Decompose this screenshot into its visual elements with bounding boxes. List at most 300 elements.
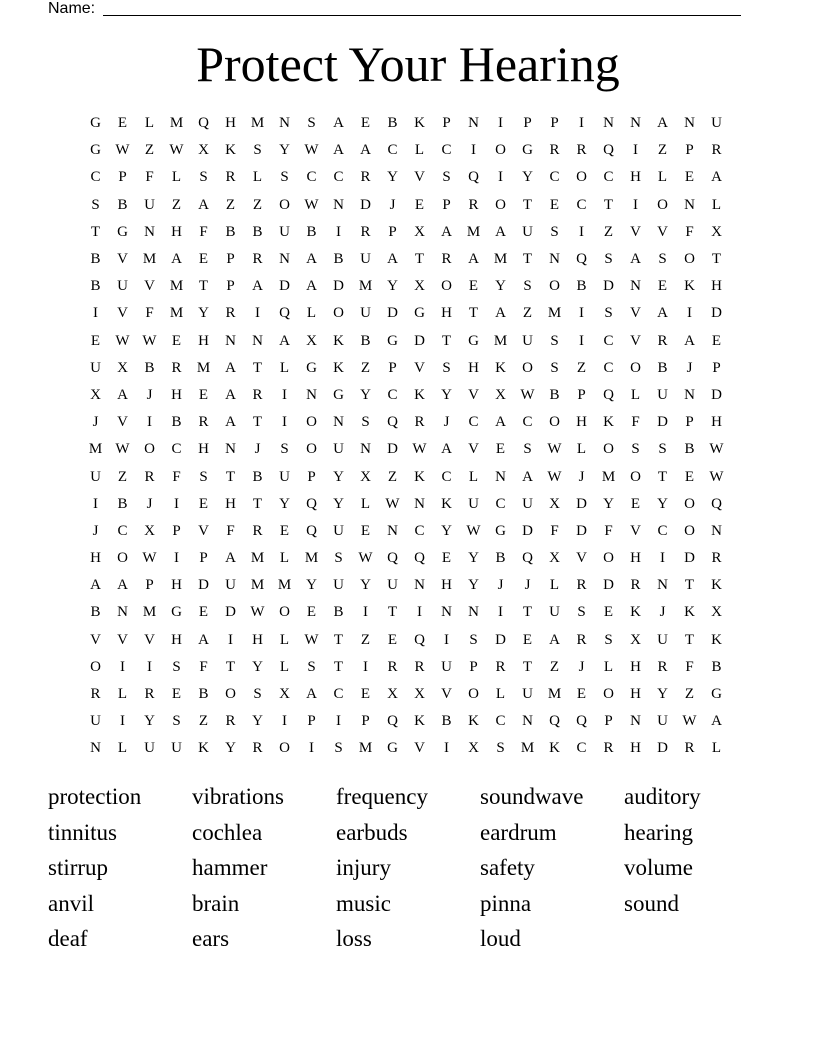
grid-letter[interactable]: K [630,604,641,621]
grid-letter[interactable]: R [144,468,155,485]
grid-letter[interactable]: N [495,468,506,485]
grid-letter[interactable]: Y [387,169,398,186]
grid-letter[interactable]: N [117,604,128,621]
grid-letter[interactable]: F [604,522,613,539]
grid-letter[interactable]: R [360,169,371,186]
grid-letter[interactable]: N [306,386,317,403]
grid-letter[interactable]: J [659,604,666,621]
grid-letter[interactable]: L [117,740,128,757]
grid-letter[interactable]: R [252,386,263,403]
grid-letter[interactable]: K [684,604,695,621]
grid-letter[interactable]: X [387,686,398,703]
grid-letter[interactable]: S [658,251,667,268]
grid-letter[interactable]: Z [171,196,182,213]
grid-letter[interactable]: W [385,495,400,512]
grid-letter[interactable]: H [630,169,641,186]
grid-letter[interactable]: K [711,631,722,648]
grid-letter[interactable]: N [333,196,344,213]
grid-letter[interactable]: C [387,142,398,159]
grid-letter[interactable]: S [199,169,208,186]
grid-letter[interactable]: U [333,577,344,594]
grid-letter[interactable]: D [414,332,425,349]
grid-letter[interactable]: R [414,658,425,675]
grid-letter[interactable]: B [684,441,695,458]
grid-letter[interactable]: S [91,196,100,213]
grid-letter[interactable]: B [333,251,344,268]
grid-letter[interactable]: Y [279,142,290,159]
grid-letter[interactable]: J [497,577,504,594]
grid-letter[interactable]: F [685,658,694,675]
grid-letter[interactable]: R [495,658,506,675]
grid-letter[interactable]: W [358,550,373,567]
grid-letter[interactable]: X [306,332,317,349]
grid-letter[interactable]: O [117,550,128,567]
grid-letter[interactable]: H [225,115,236,132]
grid-letter[interactable]: L [252,169,263,186]
grid-letter[interactable]: I [687,305,692,322]
grid-letter[interactable]: I [417,604,422,621]
grid-letter[interactable]: P [469,658,478,675]
grid-letter[interactable]: Y [441,386,452,403]
grid-letter[interactable]: C [603,359,614,376]
grid-letter[interactable]: W [304,142,319,159]
grid-letter[interactable]: Y [441,522,452,539]
grid-letter[interactable]: A [360,142,371,159]
grid-letter[interactable]: D [198,577,209,594]
grid-letter[interactable]: P [226,278,235,295]
grid-letter[interactable]: S [253,142,262,159]
grid-letter[interactable]: W [520,386,535,403]
grid-letter[interactable]: N [630,713,641,730]
grid-letter[interactable]: U [387,577,398,594]
grid-letter[interactable]: I [633,196,638,213]
grid-letter[interactable]: H [171,631,182,648]
grid-letter[interactable]: O [441,278,452,295]
grid-letter[interactable]: I [498,115,503,132]
grid-letter[interactable]: E [198,495,209,512]
grid-letter[interactable]: H [171,386,182,403]
grid-letter[interactable]: E [414,196,425,213]
grid-letter[interactable]: W [682,713,697,730]
grid-letter[interactable]: T [522,196,533,213]
grid-letter[interactable]: R [441,251,452,268]
grid-letter[interactable]: X [414,223,425,240]
grid-letter[interactable]: Y [603,495,614,512]
grid-letter[interactable]: T [252,495,263,512]
grid-letter[interactable]: F [685,223,694,240]
grid-letter[interactable]: Y [522,169,533,186]
grid-letter[interactable]: N [711,522,722,539]
grid-letter[interactable]: D [387,305,398,322]
grid-letter[interactable]: E [279,522,290,539]
grid-letter[interactable]: W [466,522,481,539]
grid-letter[interactable]: E [360,686,371,703]
grid-letter[interactable]: M [493,251,508,268]
grid-letter[interactable]: K [603,414,614,431]
grid-letter[interactable]: J [578,468,585,485]
grid-letter[interactable]: U [549,604,560,621]
grid-letter[interactable]: G [387,332,398,349]
grid-letter[interactable]: T [333,658,344,675]
grid-letter[interactable]: G [495,522,506,539]
grid-letter[interactable]: V [144,631,155,648]
grid-letter[interactable]: P [604,713,613,730]
grid-letter[interactable]: S [442,169,451,186]
grid-letter[interactable]: E [198,604,209,621]
grid-letter[interactable]: I [282,386,287,403]
grid-letter[interactable]: N [252,332,263,349]
grid-letter[interactable]: G [711,686,722,703]
grid-letter[interactable]: N [630,278,641,295]
grid-letter[interactable]: I [471,142,476,159]
grid-letter[interactable]: W [547,441,562,458]
grid-letter[interactable]: O [306,441,317,458]
grid-letter[interactable]: N [468,115,479,132]
grid-letter[interactable]: A [225,359,236,376]
grid-letter[interactable]: R [549,142,560,159]
grid-letter[interactable]: Z [117,468,128,485]
grid-letter[interactable]: E [387,631,398,648]
grid-letter[interactable]: S [199,468,208,485]
grid-letter[interactable]: W [709,441,724,458]
grid-letter[interactable]: S [523,278,532,295]
grid-letter[interactable]: I [363,604,368,621]
grid-letter[interactable]: L [117,686,128,703]
grid-letter[interactable]: O [576,169,587,186]
grid-letter[interactable]: D [684,550,695,567]
grid-letter[interactable]: I [579,332,584,349]
grid-letter[interactable]: P [685,414,694,431]
grid-letter[interactable]: M [196,359,211,376]
grid-letter[interactable]: I [579,305,584,322]
grid-letter[interactable]: T [333,631,344,648]
grid-letter[interactable]: M [277,577,292,594]
grid-letter[interactable]: A [522,468,533,485]
grid-letter[interactable]: U [117,278,128,295]
grid-letter[interactable]: A [252,278,263,295]
grid-letter[interactable]: Y [468,550,479,567]
grid-letter[interactable]: Z [684,686,695,703]
grid-letter[interactable]: O [684,495,695,512]
grid-letter[interactable]: E [90,332,101,349]
grid-letter[interactable]: G [387,740,398,757]
grid-letter[interactable]: S [307,658,316,675]
grid-letter[interactable]: P [523,115,532,132]
grid-letter[interactable]: C [603,169,614,186]
grid-letter[interactable]: Q [711,495,722,512]
grid-letter[interactable]: Y [333,468,344,485]
grid-letter[interactable]: A [495,305,506,322]
grid-letter[interactable]: Q [198,115,209,132]
grid-letter[interactable]: O [630,468,641,485]
grid-letter[interactable]: L [279,359,290,376]
grid-letter[interactable]: K [684,278,695,295]
grid-letter[interactable]: D [576,495,587,512]
grid-letter[interactable]: Q [306,522,317,539]
grid-letter[interactable]: I [498,169,503,186]
grid-letter[interactable]: B [711,658,722,675]
grid-letter[interactable]: U [333,441,344,458]
grid-letter[interactable]: Q [279,305,290,322]
grid-letter[interactable]: I [498,604,503,621]
grid-letter[interactable]: H [441,305,452,322]
grid-letter[interactable]: K [333,359,344,376]
grid-letter[interactable]: R [387,658,398,675]
grid-letter[interactable]: J [389,196,396,213]
grid-letter[interactable]: W [250,604,265,621]
grid-letter[interactable]: Y [144,713,155,730]
grid-letter[interactable]: R [90,686,101,703]
grid-letter[interactable]: M [601,468,616,485]
grid-letter[interactable]: K [414,386,425,403]
grid-letter[interactable]: I [309,740,314,757]
grid-letter[interactable]: Y [468,577,479,594]
grid-letter[interactable]: T [468,305,479,322]
grid-letter[interactable]: B [333,604,344,621]
grid-letter[interactable]: R [171,359,182,376]
grid-letter[interactable]: S [550,223,559,240]
grid-letter[interactable]: H [576,414,587,431]
grid-letter[interactable]: B [306,223,317,240]
grid-letter[interactable]: H [468,359,479,376]
grid-letter[interactable]: R [225,713,236,730]
grid-letter[interactable]: X [144,522,155,539]
grid-letter[interactable]: P [199,550,208,567]
grid-letter[interactable]: A [198,631,209,648]
grid-letter[interactable]: N [549,251,560,268]
grid-letter[interactable]: N [90,740,101,757]
grid-letter[interactable]: O [603,441,614,458]
grid-letter[interactable]: P [685,142,694,159]
grid-letter[interactable]: U [522,495,533,512]
grid-letter[interactable]: Q [603,386,614,403]
grid-letter[interactable]: F [550,522,559,539]
grid-letter[interactable]: P [145,577,154,594]
grid-letter[interactable]: L [144,115,155,132]
grid-letter[interactable]: Q [522,550,533,567]
grid-letter[interactable]: P [712,359,721,376]
grid-letter[interactable]: A [495,414,506,431]
grid-letter[interactable]: B [117,495,128,512]
grid-letter[interactable]: B [117,196,128,213]
grid-letter[interactable]: F [199,658,208,675]
grid-letter[interactable]: S [442,359,451,376]
grid-letter[interactable]: M [142,604,157,621]
grid-letter[interactable]: U [657,386,668,403]
grid-letter[interactable]: Z [603,223,614,240]
grid-letter[interactable]: D [333,278,344,295]
grid-letter[interactable]: A [657,115,668,132]
grid-letter[interactable]: L [495,686,506,703]
grid-letter[interactable]: U [522,686,533,703]
grid-letter[interactable]: E [198,251,209,268]
grid-letter[interactable]: U [225,577,236,594]
grid-letter[interactable]: B [225,223,236,240]
grid-letter[interactable]: R [225,169,236,186]
grid-letter[interactable]: N [387,522,398,539]
grid-letter[interactable]: P [307,468,316,485]
grid-letter[interactable]: B [387,115,398,132]
grid-letter[interactable]: Z [225,196,236,213]
grid-letter[interactable]: O [603,686,614,703]
grid-letter[interactable]: U [279,223,290,240]
grid-letter[interactable]: U [360,305,371,322]
grid-letter[interactable]: V [441,686,452,703]
grid-letter[interactable]: R [576,142,587,159]
grid-letter[interactable]: T [252,359,263,376]
grid-letter[interactable]: C [549,169,560,186]
grid-letter[interactable]: B [441,713,452,730]
grid-letter[interactable]: Y [360,386,371,403]
grid-letter[interactable]: E [549,196,560,213]
grid-letter[interactable]: G [414,305,425,322]
grid-letter[interactable]: O [279,740,290,757]
grid-letter[interactable]: X [630,631,641,648]
grid-letter[interactable]: I [579,115,584,132]
grid-letter[interactable]: X [414,686,425,703]
grid-letter[interactable]: T [225,468,236,485]
grid-letter[interactable]: R [711,142,722,159]
grid-letter[interactable]: O [279,604,290,621]
grid-letter[interactable]: C [522,414,533,431]
grid-letter[interactable]: D [360,196,371,213]
grid-letter[interactable]: U [522,223,533,240]
grid-letter[interactable]: Z [252,196,263,213]
grid-letter[interactable]: Y [387,278,398,295]
grid-letter[interactable]: B [495,550,506,567]
grid-letter[interactable]: K [495,359,506,376]
grid-letter[interactable]: Z [549,658,560,675]
grid-letter[interactable]: W [142,332,157,349]
grid-letter[interactable]: K [225,142,236,159]
grid-letter[interactable]: Y [279,495,290,512]
grid-letter[interactable]: A [279,332,290,349]
grid-letter[interactable]: T [684,577,695,594]
grid-letter[interactable]: X [549,550,560,567]
grid-letter[interactable]: W [115,332,130,349]
grid-letter[interactable]: Q [387,713,398,730]
grid-letter[interactable]: R [684,740,695,757]
grid-letter[interactable]: S [172,713,181,730]
grid-letter[interactable]: B [90,604,101,621]
grid-letter[interactable]: D [711,305,722,322]
grid-letter[interactable]: R [360,223,371,240]
grid-letter[interactable]: A [441,441,452,458]
grid-letter[interactable]: T [657,468,668,485]
grid-letter[interactable]: Y [333,495,344,512]
grid-letter[interactable]: M [358,740,373,757]
grid-letter[interactable]: S [361,414,370,431]
grid-letter[interactable]: N [279,115,290,132]
grid-letter[interactable]: Q [414,550,425,567]
grid-letter[interactable]: Q [414,631,425,648]
grid-letter[interactable]: K [549,740,560,757]
grid-letter[interactable]: D [387,441,398,458]
grid-letter[interactable]: N [441,604,452,621]
grid-letter[interactable]: W [142,550,157,567]
grid-letter[interactable]: D [279,278,290,295]
grid-letter[interactable]: P [388,223,397,240]
grid-letter[interactable]: I [147,658,152,675]
grid-letter[interactable]: D [711,386,722,403]
grid-letter[interactable]: E [576,686,587,703]
grid-letter[interactable]: V [117,414,128,431]
grid-letter[interactable]: M [547,305,562,322]
grid-letter[interactable]: W [304,196,319,213]
grid-letter[interactable]: G [333,386,344,403]
grid-letter[interactable]: A [441,223,452,240]
grid-letter[interactable]: S [604,251,613,268]
grid-letter[interactable]: J [524,577,531,594]
grid-letter[interactable]: M [169,305,184,322]
grid-letter[interactable]: F [145,305,154,322]
grid-letter[interactable]: E [360,115,371,132]
grid-letter[interactable]: H [630,658,641,675]
grid-letter[interactable]: N [225,441,236,458]
grid-letter[interactable]: L [279,631,290,648]
grid-letter[interactable]: A [333,115,344,132]
grid-letter[interactable]: J [146,386,153,403]
grid-letter[interactable]: N [657,577,668,594]
grid-letter[interactable]: B [90,278,101,295]
grid-letter[interactable]: O [630,359,641,376]
grid-letter[interactable]: A [117,386,128,403]
grid-letter[interactable]: Q [603,142,614,159]
grid-letter[interactable]: A [630,251,641,268]
grid-letter[interactable]: K [333,332,344,349]
grid-letter[interactable]: I [93,495,98,512]
grid-letter[interactable]: H [171,577,182,594]
grid-letter[interactable]: Y [657,686,668,703]
grid-letter[interactable]: P [550,115,559,132]
grid-letter[interactable]: R [630,577,641,594]
grid-letter[interactable]: E [198,386,209,403]
grid-letter[interactable]: A [387,251,398,268]
grid-letter[interactable]: A [711,169,722,186]
grid-letter[interactable]: M [358,278,373,295]
grid-letter[interactable]: U [171,740,182,757]
grid-letter[interactable]: U [657,713,668,730]
grid-letter[interactable]: E [495,441,506,458]
grid-letter[interactable]: X [279,686,290,703]
grid-letter[interactable]: K [414,115,425,132]
grid-letter[interactable]: M [169,278,184,295]
grid-letter[interactable]: V [117,631,128,648]
grid-letter[interactable]: Y [225,740,236,757]
grid-letter[interactable]: V [630,522,641,539]
grid-letter[interactable]: A [657,305,668,322]
grid-letter[interactable]: L [468,468,479,485]
grid-letter[interactable]: Q [387,414,398,431]
grid-letter[interactable]: T [252,414,263,431]
grid-letter[interactable]: V [468,441,479,458]
grid-letter[interactable]: E [603,604,614,621]
grid-letter[interactable]: R [657,658,668,675]
grid-letter[interactable]: D [657,414,668,431]
grid-letter[interactable]: C [414,522,425,539]
grid-letter[interactable]: C [495,713,506,730]
grid-letter[interactable]: X [198,142,209,159]
grid-letter[interactable]: C [657,522,668,539]
grid-letter[interactable]: G [90,142,101,159]
grid-letter[interactable]: I [282,414,287,431]
grid-letter[interactable]: I [120,658,125,675]
grid-letter[interactable]: J [92,414,99,431]
grid-letter[interactable]: P [172,522,181,539]
grid-letter[interactable]: F [172,468,181,485]
grid-letter[interactable]: L [603,658,614,675]
grid-letter[interactable]: V [414,740,425,757]
